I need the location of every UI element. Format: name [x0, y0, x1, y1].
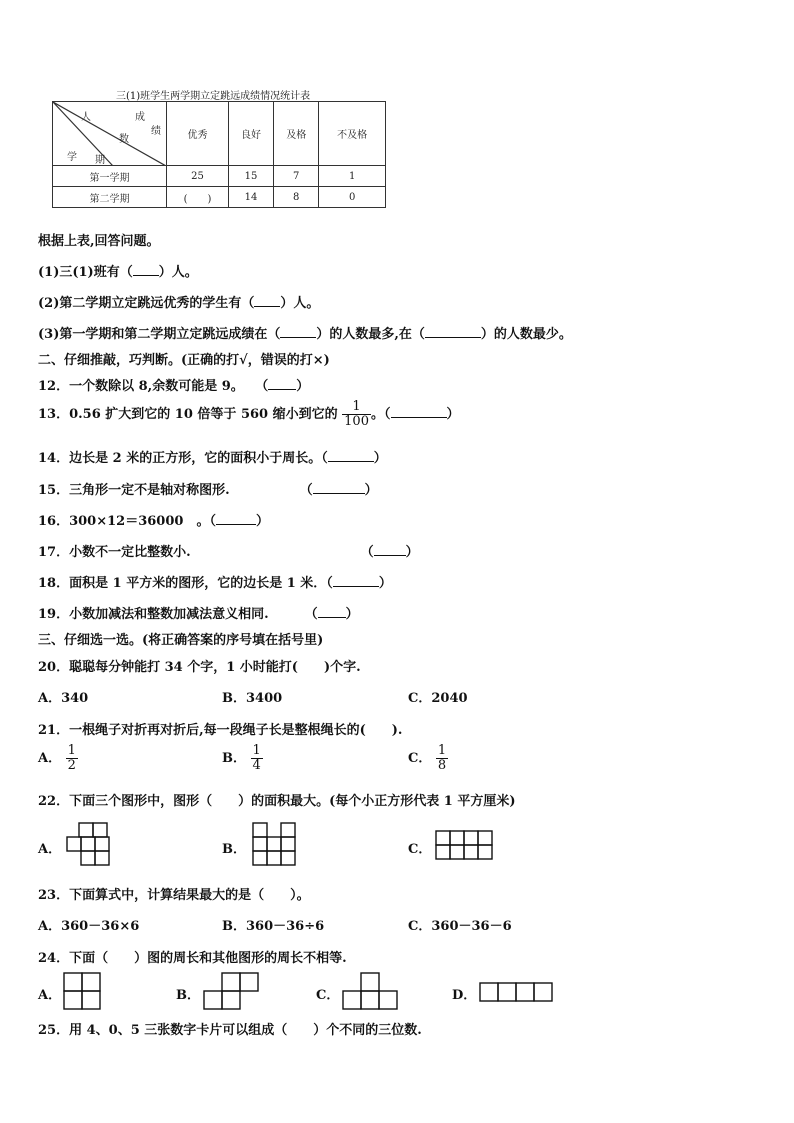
intro-text: 根据上表,回答问题。 — [38, 234, 160, 249]
answer-blank[interactable] — [374, 554, 406, 556]
question-25: 25．用 4、0、5 三张数字卡片可以组成（ ）个不同的三位数. — [38, 1023, 422, 1038]
answer-blank[interactable] — [268, 388, 296, 390]
judge-question-16 — [38, 510, 269, 529]
question-number: 16． — [38, 514, 70, 529]
sub-q1-prefix: (1)三(1)班有（ — [38, 265, 133, 280]
judge-question-15 — [38, 479, 378, 498]
q24-figure-c — [342, 972, 398, 1012]
option-label: C． — [408, 751, 432, 766]
q20-option-a[interactable]: A．340 — [38, 691, 89, 706]
question-number: 19． — [38, 607, 70, 622]
q23-option-a[interactable]: A．360－36×6 — [38, 919, 140, 934]
q22-figure-b — [252, 822, 298, 868]
question-number: 14． — [38, 451, 70, 466]
q24-option-a-label[interactable]: A． — [38, 988, 62, 1003]
answer-blank[interactable] — [328, 460, 374, 462]
bracket-open: （ — [360, 545, 374, 560]
bracket-open: （ — [299, 483, 313, 498]
q21-option-b[interactable] — [222, 744, 263, 773]
fraction-numerator: 1 — [67, 743, 76, 758]
q24-figure-d — [479, 982, 553, 1002]
bracket-open: （ — [326, 576, 333, 591]
question-text: 0.56 扩大到它的 10 倍等于 560 缩小到它的 — [69, 407, 338, 422]
q22-option-c-label[interactable]: C． — [408, 842, 432, 857]
table-cell: 25 — [167, 166, 229, 187]
answer-blank[interactable] — [280, 336, 316, 338]
fraction-numerator: 1 — [342, 400, 371, 415]
corner-label-ji: 绩 — [151, 126, 161, 137]
bracket-close: ） — [364, 483, 378, 498]
q24-figure-a — [63, 972, 103, 1012]
corner-label-cheng: 成 — [135, 112, 145, 123]
bracket-open: （ — [384, 407, 391, 422]
option-label: B． — [222, 751, 246, 766]
fraction — [342, 400, 371, 429]
fraction-numerator: 1 — [252, 743, 261, 758]
q21-option-c[interactable] — [408, 744, 448, 773]
judge-question-17 — [38, 541, 419, 560]
bracket-close: ） — [373, 451, 387, 466]
answer-blank[interactable] — [318, 616, 346, 618]
answer-blank[interactable] — [133, 274, 159, 276]
sub-question-1 — [38, 261, 198, 280]
row-label: 第二学期 — [53, 187, 167, 208]
fraction — [251, 744, 263, 773]
question-text: 三角形一定不是轴对称图形. — [69, 483, 230, 498]
fraction-numerator: 1 — [437, 743, 447, 758]
corner-label-xue: 学 — [67, 152, 77, 163]
question-text: 300×12＝36000 。 — [69, 514, 210, 529]
table-title: 三(1)班学生两学期立定跳远成绩情况统计表 — [116, 91, 311, 102]
section-3-heading: 三、仔细选一选。(将正确答案的序号填在括号里) — [38, 633, 324, 648]
table-cell: 8 — [274, 187, 319, 208]
corner-label-shu: 数 — [119, 134, 129, 145]
answer-blank[interactable] — [216, 523, 256, 525]
question-20: 20．聪聪每分钟能打 34 个字，1 小时能打( )个字. — [38, 660, 361, 675]
table-corner-cell — [53, 102, 167, 166]
question-text: 一个数除以 8,余数可能是 9。 — [69, 379, 244, 394]
q22-figure-a — [66, 822, 110, 866]
q20-option-c[interactable]: C．2040 — [408, 691, 468, 706]
sub-q2-prefix: (2)第二学期立定跳远优秀的学生有（ — [38, 296, 255, 311]
header-cell: 不及格 — [319, 102, 386, 166]
row-label: 第一学期 — [53, 166, 167, 187]
table-row — [53, 166, 386, 187]
corner-label-qi: 期 — [95, 155, 105, 166]
question-22: 22．下面三个图形中，图形（ ）的面积最大。(每个小正方形代表 1 平方厘米) — [38, 794, 516, 809]
answer-blank[interactable] — [254, 305, 280, 307]
question-number: 18． — [38, 576, 70, 591]
bracket-open: （ — [304, 607, 318, 622]
fraction-denominator: 2 — [67, 758, 76, 773]
q22-option-b-label[interactable]: B． — [222, 842, 246, 857]
question-number: 13． — [38, 407, 70, 422]
judge-question-19 — [38, 603, 359, 622]
question-24: 24．下面（ ）图的周长和其他图形的周长不相等. — [38, 951, 347, 966]
question-number: 15． — [38, 483, 70, 498]
judge-question-18 — [38, 572, 392, 591]
fraction-denominator: 100 — [344, 414, 369, 429]
fraction — [66, 744, 78, 773]
fraction — [436, 744, 448, 773]
fraction-denominator: 8 — [437, 758, 447, 773]
sub-q1-suffix: ）人。 — [158, 265, 198, 280]
judge-question-12 — [38, 375, 309, 394]
question-text-end: 。 — [370, 407, 384, 422]
stats-table — [52, 101, 386, 208]
bracket-open: （ — [209, 514, 216, 529]
sub-q3-suffix: ）的人数最少。 — [480, 327, 572, 342]
question-text: 小数不一定比整数小. — [69, 545, 191, 560]
q20-option-b[interactable]: B．3400 — [222, 691, 283, 706]
table-cell: 14 — [228, 187, 273, 208]
table-cell-blank[interactable]: ( ) — [167, 187, 229, 208]
option-label: A． — [38, 751, 62, 766]
answer-blank[interactable] — [333, 585, 379, 587]
q21-option-a[interactable] — [38, 744, 78, 773]
bracket-open: （ — [261, 379, 269, 394]
q23-option-b[interactable]: B．360－36÷6 — [222, 919, 325, 934]
fraction-denominator: 4 — [252, 758, 261, 773]
q24-option-c-label[interactable]: C． — [316, 988, 340, 1003]
table-cell: 7 — [274, 166, 319, 187]
question-text: 小数加减法和整数加减法意义相同. — [69, 607, 269, 622]
q24-option-b-label[interactable]: B． — [176, 988, 200, 1003]
bracket-close: ） — [255, 514, 269, 529]
judge-question-13 — [38, 400, 460, 429]
judge-question-14 — [38, 447, 387, 466]
q24-figure-b — [203, 972, 259, 1012]
q22-figure-c — [435, 830, 497, 862]
question-23: 23．下面算式中，计算结果最大的是（ ）。 — [38, 888, 310, 903]
sub-q2-suffix: ）人。 — [280, 296, 320, 311]
header-cell: 及格 — [274, 102, 319, 166]
q24-option-d-label[interactable]: D． — [452, 988, 477, 1003]
header-cell: 优秀 — [167, 102, 229, 166]
sub-question-2 — [38, 292, 319, 311]
answer-blank[interactable] — [425, 336, 481, 338]
question-text: 边长是 2 米的正方形，它的面积小于周长。 — [69, 451, 322, 466]
question-number: 12． — [38, 379, 70, 394]
bracket-close: ） — [405, 545, 419, 560]
bracket-close: ） — [296, 379, 310, 394]
question-21: 21．一根绳子对折再对折后,每一段绳子长是整根绳长的( ). — [38, 723, 403, 738]
table-cell: 1 — [319, 166, 386, 187]
section-2-heading: 二、仔细推敲，巧判断。(正确的打√，错误的打×) — [38, 353, 330, 368]
sub-q3-prefix: (3)第一学期和第二学期立定跳远成绩在（ — [38, 327, 281, 342]
table-row — [53, 187, 386, 208]
answer-blank[interactable] — [313, 492, 365, 494]
bracket-close: ） — [345, 607, 359, 622]
table-cell: 15 — [228, 166, 273, 187]
sub-q3-middle: ）的人数最多,在（ — [316, 327, 425, 342]
bracket-close: ） — [446, 407, 460, 422]
header-cell: 良好 — [228, 102, 273, 166]
sub-question-3 — [38, 323, 572, 342]
q22-option-a-label[interactable]: A． — [38, 842, 62, 857]
q23-option-c[interactable]: C．360－36－6 — [408, 919, 512, 934]
question-number: 17． — [38, 545, 70, 560]
bracket-close: ） — [378, 576, 392, 591]
answer-blank[interactable] — [391, 416, 447, 418]
bracket-open: （ — [321, 451, 328, 466]
question-text: 面积是 1 平方米的图形，它的边长是 1 米． — [69, 576, 327, 591]
corner-label-ren: 人 — [81, 112, 91, 123]
table-cell: 0 — [319, 187, 386, 208]
